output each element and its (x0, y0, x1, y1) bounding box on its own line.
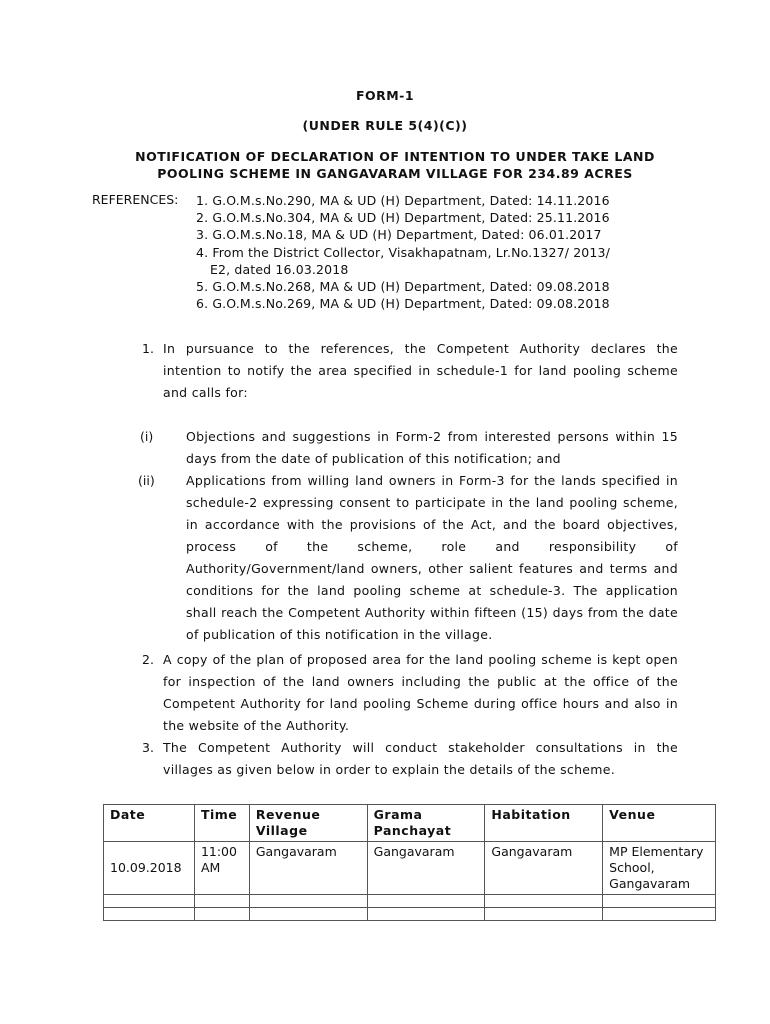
heading-line-1: NOTIFICATION OF DECLARATION OF INTENTION TO UNDER TAKE LAND (135, 149, 655, 164)
header-revenue-village: Revenue Village (249, 805, 367, 842)
paragraph-3: The Competent Authority will conduct stakeholder consultations in the villages as given below in order to explain the details of the scheme. (163, 740, 678, 777)
header-grama-panchayat: Grama Panchayat (367, 805, 485, 842)
paragraph-1: In pursuance to the references, the Competent Authority declares the intention to notify the area specified in schedule-1 for land pooling scheme and calls for: (163, 341, 678, 400)
paragraph-2: A copy of the plan of proposed area for the land pooling scheme is kept open for inspection of the land owners including the public at the office of the Competent Authority for land pooling Scheme during office hours and also in the website of the Authority. (163, 652, 678, 733)
table-row (104, 842, 716, 895)
references-list (196, 192, 666, 312)
table-header-row (104, 805, 716, 842)
reference-item: 3. G.O.M.s.No.18, MA & UD (H) Department, Dated: 06.01.2017 (196, 227, 602, 243)
form-title: FORM-1 (355, 88, 415, 103)
reference-item-continuation: E2, dated 16.03.2018 (210, 261, 349, 277)
cell-venue: MP Elementary School, Gangavaram (603, 842, 716, 895)
paragraph-1-number: 1. (142, 341, 154, 356)
reference-item: 6. G.O.M.s.No.269, MA & UD (H) Department, Dated: 09.08.2018 (196, 296, 610, 312)
table-row-empty (104, 908, 716, 921)
references-label: REFERENCES: (92, 192, 179, 207)
rule-reference: (UNDER RULE 5(4)(C)) (302, 118, 468, 133)
reference-item: 1. G.O.M.s.No.290, MA & UD (H) Department, Dated: 14.11.2016 (196, 193, 610, 208)
notification-heading (100, 148, 690, 182)
header-habitation: Habitation (485, 805, 603, 842)
reference-item: 5. G.O.M.s.No.268, MA & UD (H) Department, Dated: 09.08.2018 (196, 279, 610, 295)
cell-revenue-village: Gangavaram (249, 842, 367, 895)
header-time: Time (194, 805, 249, 842)
subclause-i-number: (i) (140, 429, 154, 444)
subclause-ii-number: (ii) (138, 473, 155, 488)
table-row-empty (104, 895, 716, 908)
cell-date: 10.09.2018 (104, 842, 195, 895)
paragraph-2-number: 2. (142, 652, 154, 667)
consultation-schedule-table (103, 804, 716, 921)
reference-item: 2. G.O.M.s.No.304, MA & UD (H) Department, Dated: 25.11.2016 (196, 210, 610, 226)
subclause-i: Objections and suggestions in Form-2 from interested persons within 15 days from the date of publication of this notification; and (186, 429, 678, 466)
heading-line-2: POOLING SCHEME IN GANGAVARAM VILLAGE FOR 234.89 ACRES (157, 166, 633, 181)
cell-grama-panchayat: Gangavaram (367, 842, 485, 895)
reference-item: 4. From the District Collector, Visakhapatnam, Lr.No.1327/ 2013/ (196, 244, 610, 260)
cell-habitation: Gangavaram (485, 842, 603, 895)
header-venue: Venue (603, 805, 716, 842)
subclause-ii: Applications from willing land owners in Form-3 for the lands specified in schedule-2 expressing consent to participate in the land pooling scheme, in accordance with the provisions of the Act, and the board objectives, process of the scheme, role and responsibility of Authority/Government/land owners, other salient features and terms and conditions for the land pooling scheme at schedule-3. The application shall reach the Competent Authority within fifteen (15) days from the date of publication of this notification in the village. (186, 473, 678, 642)
header-date: Date (104, 805, 195, 842)
paragraph-3-number: 3. (142, 740, 154, 755)
cell-time: 11:00 AM (194, 842, 249, 895)
